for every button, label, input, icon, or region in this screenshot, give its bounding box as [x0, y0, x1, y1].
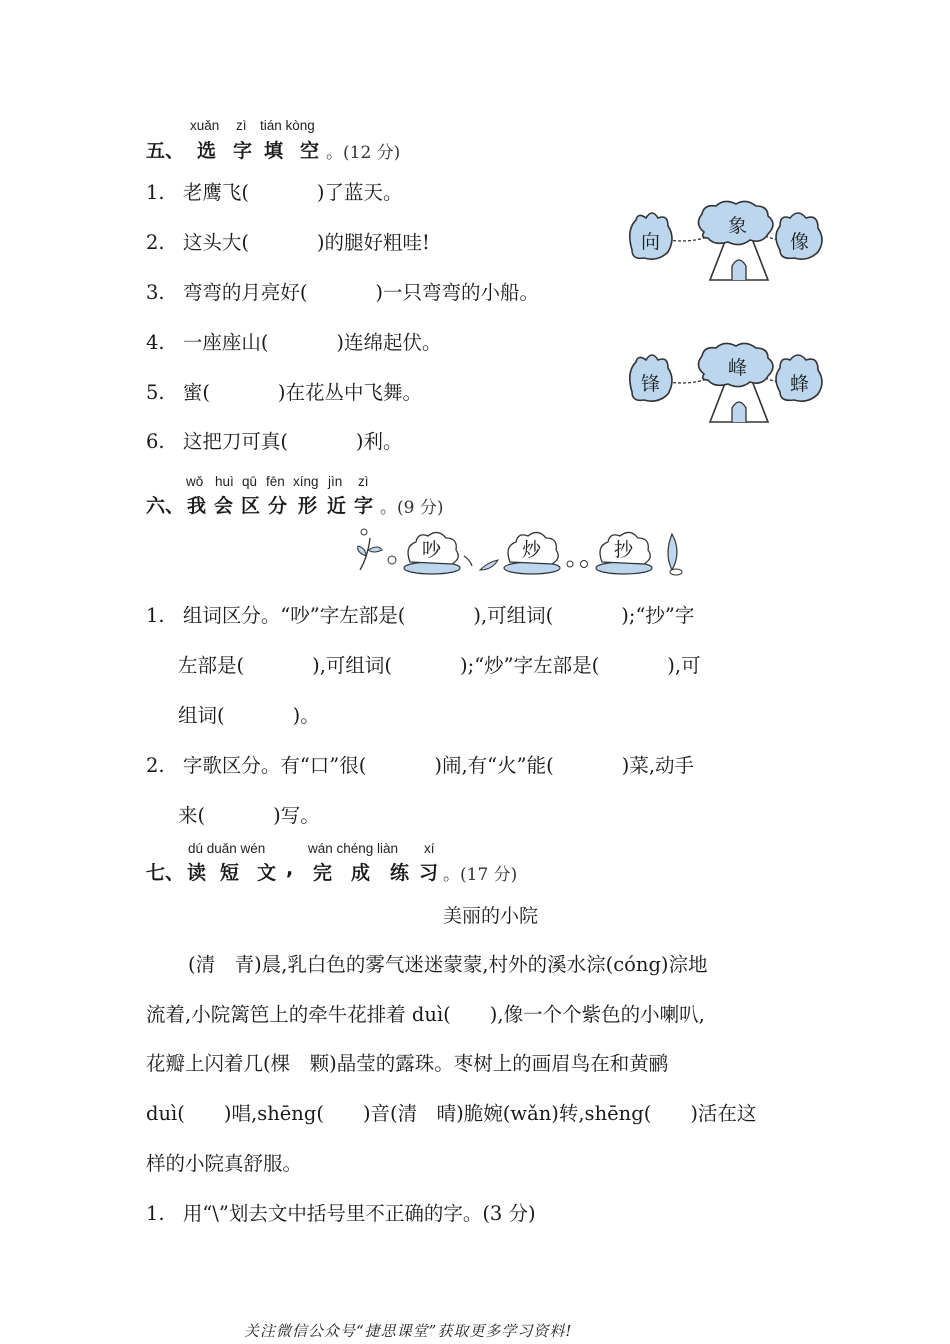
question-number: 4.: [146, 331, 165, 354]
section7-title-char: 读: [187, 862, 207, 884]
question-text: 一座座山(: [182, 331, 269, 354]
section7-number: 七、: [146, 862, 185, 884]
question-row: [146, 426, 403, 454]
section6-number: 六、: [146, 495, 185, 517]
pinyin-fen: fēn: [266, 474, 285, 489]
section6-title-char: 区: [241, 495, 261, 517]
passage-line: 花瓣上闪着几(棵 颗)晶莹的露珠。枣树上的画眉鸟在和黄鹂: [146, 1052, 669, 1075]
question-text: 用“\”划去文中括号里不正确的字。(3 分): [182, 1202, 536, 1225]
question-text: )连绵起伏。: [336, 331, 442, 354]
section6-q2-line1: [146, 750, 694, 778]
pinyin-jin: jìn: [328, 474, 343, 489]
leaf-icon: [358, 546, 366, 556]
flowers-illustration: [352, 526, 692, 580]
tree-char-right: 蜂: [790, 373, 810, 395]
tree-char-center: 峰: [728, 357, 748, 379]
section7-title-char: 文: [257, 862, 277, 884]
bubble-icon: [361, 529, 367, 535]
section6-title-char: 分: [268, 495, 288, 517]
passage-title: 美丽的小院: [443, 905, 539, 927]
stem-icon: [464, 556, 472, 566]
bubble-icon: [567, 561, 573, 567]
flower-char: 吵: [422, 539, 442, 561]
question-text: )菜,动手: [621, 754, 695, 777]
question-row: [146, 227, 430, 255]
section5-number: 五、: [146, 140, 185, 162]
question-row: [146, 327, 442, 355]
pinyin-hui: huì: [215, 474, 234, 489]
passage-line: 样的小院真舒服。: [146, 1152, 303, 1175]
section6-title-char: 会: [214, 495, 234, 517]
pinyin-xi: xí: [424, 841, 435, 856]
question-text: )在花丛中飞舞。: [277, 381, 423, 404]
section5-title-char: 填: [264, 140, 284, 162]
pinyin-zi: zì: [236, 118, 247, 133]
section5-title-char: 空: [300, 140, 320, 162]
section7-title-char: 短: [220, 862, 240, 884]
passage-line: duì( )唱,shēng( )音(清 晴)脆婉(wǎn)转,shēng( )活在这: [146, 1102, 757, 1125]
pinyin-wo: wǒ: [186, 474, 204, 489]
leaf-icon: [668, 534, 677, 570]
passage-line: (清 青)晨,乳白色的雾气迷迷蒙蒙,村外的溪水淙(cóng)淙地: [188, 953, 708, 976]
section6-title-char: 我: [187, 495, 207, 517]
pinyin-xuan: xuǎn: [190, 118, 220, 133]
question-number: 1.: [146, 1202, 165, 1225]
section5-score: 。(12 分): [326, 143, 401, 163]
section7-q1: [146, 1198, 536, 1226]
footer-notice: 关注微信公众号“捷思课堂”获取更多学习资料!: [244, 1322, 573, 1340]
passage-line: 流着,小院篱笆上的牵牛花排着 duì( ),像一个个紫色的小喇叭,: [146, 1003, 705, 1026]
question-number: 6.: [146, 430, 165, 453]
question-text: );“抄”字: [621, 604, 695, 627]
leaf-icon: [480, 560, 498, 570]
question-row: [146, 377, 422, 405]
question-text: )。: [292, 704, 320, 727]
question-text: 这把刀可真(: [182, 430, 288, 453]
question-text: 老鹰飞(: [182, 181, 249, 204]
question-number: 1.: [146, 181, 165, 204]
question-text: 组词(: [178, 704, 225, 727]
section6-score: 。(9 分): [380, 498, 444, 518]
section5-title-char: 选: [197, 140, 217, 162]
section6-title-char: 字: [354, 495, 374, 517]
question-text: 这头大(: [182, 231, 249, 254]
question-text: )的腿好粗哇!: [316, 231, 430, 254]
tree-char-right: 像: [790, 231, 810, 253]
question-number: 2.: [146, 231, 165, 254]
pinyin-du-duan-wen: dú duǎn wén: [188, 841, 266, 856]
section6-q2-line2: [178, 800, 320, 828]
question-text: 蜜(: [182, 381, 210, 404]
question-text: ),可组词(: [312, 654, 393, 677]
section6-q1-line1: [146, 600, 694, 628]
question-text: )了蓝天。: [316, 181, 403, 204]
question-text: 左部是(: [178, 654, 245, 677]
pinyin-xing: xíng: [293, 474, 319, 489]
flower-char: 抄: [614, 539, 634, 561]
question-text: 来(: [178, 804, 206, 827]
question-text: ),可组词(: [473, 604, 554, 627]
section7-title-char: 完: [313, 862, 333, 884]
word-tree-1: [622, 200, 827, 285]
question-number: 5.: [146, 381, 165, 404]
question-text: 字歌区分。有“口”很(: [182, 754, 367, 777]
tree-hole: [732, 402, 746, 422]
flower-char: 炒: [522, 539, 542, 561]
question-number: 2.: [146, 754, 165, 777]
question-text: )利。: [355, 430, 403, 453]
tree-char-center: 象: [728, 215, 748, 237]
section6-title-char: 形: [298, 495, 318, 517]
section7-title-char: 习: [419, 862, 439, 884]
section7-score: 。(17 分): [443, 865, 518, 885]
question-row: [146, 277, 539, 305]
section7-title-char: 成: [351, 862, 371, 884]
question-number: 3.: [146, 281, 165, 304]
question-text: );“炒”字左部是(: [460, 654, 600, 677]
question-text: )闹,有“火”能(: [434, 754, 554, 777]
word-tree-2: [622, 342, 827, 427]
bubble-icon: [581, 561, 588, 568]
pebble-icon: [670, 569, 682, 575]
pinyin-tian-kong: tián kòng: [260, 118, 315, 133]
pinyin-zi: zì: [358, 474, 369, 489]
question-text: )一只弯弯的小船。: [375, 281, 540, 304]
question-text: )写。: [273, 804, 320, 827]
question-row: [146, 177, 403, 205]
tree-char-left: 向: [641, 231, 661, 253]
question-text: 弯弯的月亮好(: [182, 281, 308, 304]
section7-title-char: 练: [390, 862, 410, 884]
tree-hole: [732, 260, 746, 280]
pinyin-wan-cheng-lian: wán chéng liàn: [308, 841, 399, 856]
section6-title-char: 近: [327, 495, 347, 517]
tree-char-left: 锋: [641, 373, 661, 395]
question-text: ),可: [667, 654, 701, 677]
question-text: 组词区分。“吵”字左部是(: [182, 604, 406, 627]
section5-title-char: 字: [233, 140, 253, 162]
section6-q1-line2: [178, 650, 701, 678]
section7-title-char: ,: [286, 858, 294, 880]
bubble-icon: [388, 556, 396, 564]
section6-q1-line3: [178, 700, 320, 728]
leaf-icon: [368, 547, 382, 552]
question-number: 1.: [146, 604, 165, 627]
pinyin-qu: qū: [242, 474, 258, 489]
